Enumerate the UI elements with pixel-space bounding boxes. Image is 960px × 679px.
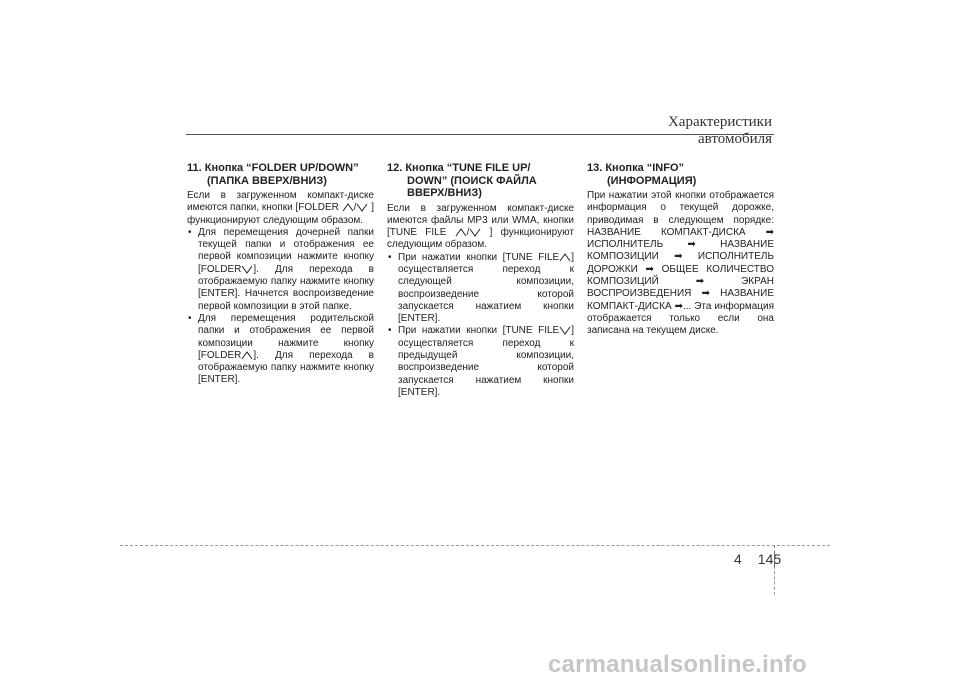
up-arrow-icon bbox=[241, 351, 253, 360]
footer-divider bbox=[120, 545, 830, 546]
paragraph-info: При нажатии этой кнопки отображается информация о текущей дорожке, приводимая в следующем порядке: НАЗВАНИЕ КОМПАКТ-ДИСКА ➡ ИСПОЛНИТЕЛЬ ➡ НАЗВАНИЕ КОМПОЗИЦИИ ➡ ИСПОЛНИТЕЛЬ ДОРОЖКИ ➡ ОБЩЕЕ КОЛИЧЕСТВО КОМПОЗИЦИЙ ➡ ЭКРАН ВОСПРОИЗВЕДЕНИЯ ➡ НАЗВАНИЕ КОМПАКТ-ДИСКА ➡... Эта информация отображается только если она записана на текущем диске. bbox=[587, 190, 775, 337]
page-number bbox=[734, 551, 781, 567]
right-arrow-icon: ➡ bbox=[695, 276, 705, 288]
list-item: • При нажатии кнопки [TUNE FILE ] осуществляется переход к следующей композиции, воспроизведение которой запускается нажатием кнопки [ENTER]. bbox=[387, 252, 574, 326]
right-arrow-icon: ➡ bbox=[701, 288, 710, 300]
up-arrow-icon bbox=[455, 228, 467, 237]
right-arrow-icon: ➡ bbox=[645, 263, 654, 275]
header-divider bbox=[186, 134, 774, 135]
down-arrow-icon bbox=[559, 326, 571, 335]
down-arrow-icon bbox=[469, 228, 481, 237]
right-arrow-icon: ➡ bbox=[674, 300, 683, 312]
list-item: • Для перемещения дочерней папки текущей папки и отображения ее первой композиции нажмите кнопку [FOLDER ]. Для перехода в отображаемую папку нажмите кнопку [ENTER]. Начнется воспроизведение первой композиции в этой папке. bbox=[187, 227, 374, 313]
paragraph-intro: Если в загруженном компакт-диске имеются папки, кнопки [FOLDER / ] функционируют следующим образом. bbox=[187, 190, 375, 226]
heading-info: 13. Кнопка “INFO” (ИНФОРМАЦИЯ) bbox=[587, 162, 697, 187]
page-number-value: 145 bbox=[757, 551, 782, 567]
down-arrow-icon bbox=[356, 203, 368, 212]
list-item: • При нажатии кнопки [TUNE FILE ] осуществляется переход к предыдущей композиции, воспроизведение которой запускается нажатием кнопки [ENTER]. bbox=[387, 325, 574, 399]
up-arrow-icon bbox=[559, 253, 571, 262]
paragraph-intro: Если в загруженном компакт-диске имеются файлы MP3 или WMA, кнопки [TUNE FILE / ] функционируют следующим образом. bbox=[387, 202, 574, 251]
watermark: carmanualsonline.info bbox=[548, 651, 807, 678]
heading-tune-file: 12. Кнопка “TUNE FILE UP/ DOWN” (ПОИСК ФАЙЛА ВВЕРХ/ВНИЗ) bbox=[387, 162, 537, 199]
column-tune-file bbox=[387, 162, 574, 399]
list-item: • Для перемещения родительской папки и отображения ее первой композиции нажмите кнопку [FOLDER ]. Для перехода в отображаемую папку нажмите кнопку [ENTER]. bbox=[187, 313, 374, 387]
right-arrow-icon: ➡ bbox=[674, 251, 683, 263]
column-info bbox=[587, 162, 774, 338]
column-folder-updown bbox=[187, 162, 374, 387]
right-arrow-icon: ➡ bbox=[687, 239, 696, 251]
heading-folder-updown: 11. Кнопка “FOLDER UP/DOWN” (ПАПКА ВВЕРХ/ВНИЗ) bbox=[187, 162, 359, 187]
section-title: Характеристики автомобиля bbox=[667, 114, 772, 147]
chapter-number: 4 bbox=[734, 551, 742, 567]
right-arrow-icon: ➡ bbox=[765, 226, 774, 238]
up-arrow-icon bbox=[342, 203, 354, 212]
down-arrow-icon bbox=[241, 265, 253, 274]
